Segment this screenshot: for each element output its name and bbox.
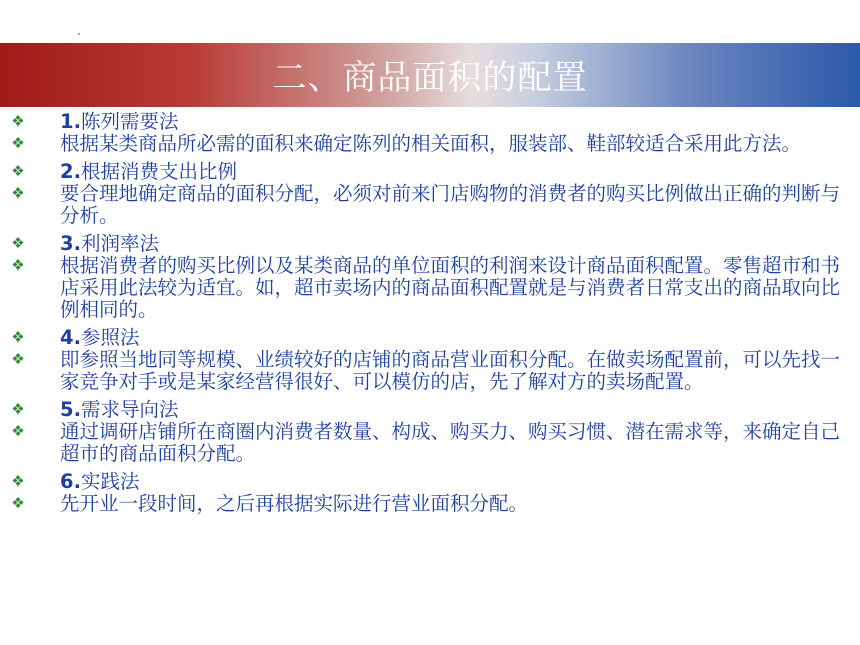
item-text: 根据消费者的购买比例以及某类商品的单位面积的利润来设计商品面积配置。零售超市和书店采用此法较为适宜。如，超市卖场内的商品面积配置就是与消费者日常支出的商品取向比例相同的。 bbox=[60, 254, 841, 321]
item-text: 1.陈列需要法 bbox=[60, 110, 179, 133]
list-item bbox=[11, 348, 854, 393]
list-item bbox=[11, 492, 854, 515]
item-text: 即参照当地同等规模、业绩较好的店铺的商品营业面积分配。在做卖场配置前，可以先找一家竞争对手或是某家经营得很好、可以模仿的店，先了解对方的卖场配置。 bbox=[60, 348, 841, 393]
diamond-bullet-icon: ❖ bbox=[11, 494, 25, 512]
content-list bbox=[0, 111, 860, 515]
list-item bbox=[11, 470, 854, 493]
diamond-bullet-icon: ❖ bbox=[11, 162, 25, 180]
diamond-bullet-icon: ❖ bbox=[11, 422, 25, 440]
item-text: 要合理地确定商品的面积分配，必须对前来门店购物的消费者的购买比例做出正确的判断与分析。 bbox=[60, 182, 841, 227]
list-item bbox=[11, 398, 854, 421]
decorative-dot bbox=[78, 33, 80, 35]
diamond-bullet-icon: ❖ bbox=[11, 112, 25, 130]
list-item bbox=[11, 420, 854, 465]
slide-title: 二、商品面积的配置 bbox=[272, 58, 588, 98]
list-item bbox=[11, 326, 854, 349]
diamond-bullet-icon: ❖ bbox=[11, 184, 25, 202]
item-text: 先开业一段时间，之后再根据实际进行营业面积分配。 bbox=[60, 492, 529, 515]
item-text: 根据某类商品所必需的面积来确定陈列的相关面积，服装部、鞋部较适合采用此方法。 bbox=[60, 132, 802, 155]
diamond-bullet-icon: ❖ bbox=[11, 328, 25, 346]
item-text: 2.根据消费支出比例 bbox=[60, 160, 237, 183]
list-item bbox=[11, 132, 854, 155]
list-item bbox=[11, 182, 854, 227]
diamond-bullet-icon: ❖ bbox=[11, 472, 25, 490]
item-text: 4.参照法 bbox=[60, 326, 140, 349]
item-text: 6.实践法 bbox=[60, 470, 140, 493]
diamond-bullet-icon: ❖ bbox=[11, 134, 25, 152]
title-banner bbox=[0, 43, 860, 107]
diamond-bullet-icon: ❖ bbox=[11, 234, 25, 252]
list-item bbox=[11, 110, 854, 133]
diamond-bullet-icon: ❖ bbox=[11, 350, 25, 368]
diamond-bullet-icon: ❖ bbox=[11, 256, 25, 274]
diamond-bullet-icon: ❖ bbox=[11, 400, 25, 418]
list-item bbox=[11, 232, 854, 255]
item-text: 5.需求导向法 bbox=[60, 398, 179, 421]
list-item bbox=[11, 160, 854, 183]
list-item bbox=[11, 254, 854, 321]
item-text: 3.利润率法 bbox=[60, 232, 159, 255]
item-text: 通过调研店铺所在商圈内消费者数量、构成、购买力、购买习惯、潜在需求等，来确定自己超市的商品面积分配。 bbox=[60, 420, 841, 465]
